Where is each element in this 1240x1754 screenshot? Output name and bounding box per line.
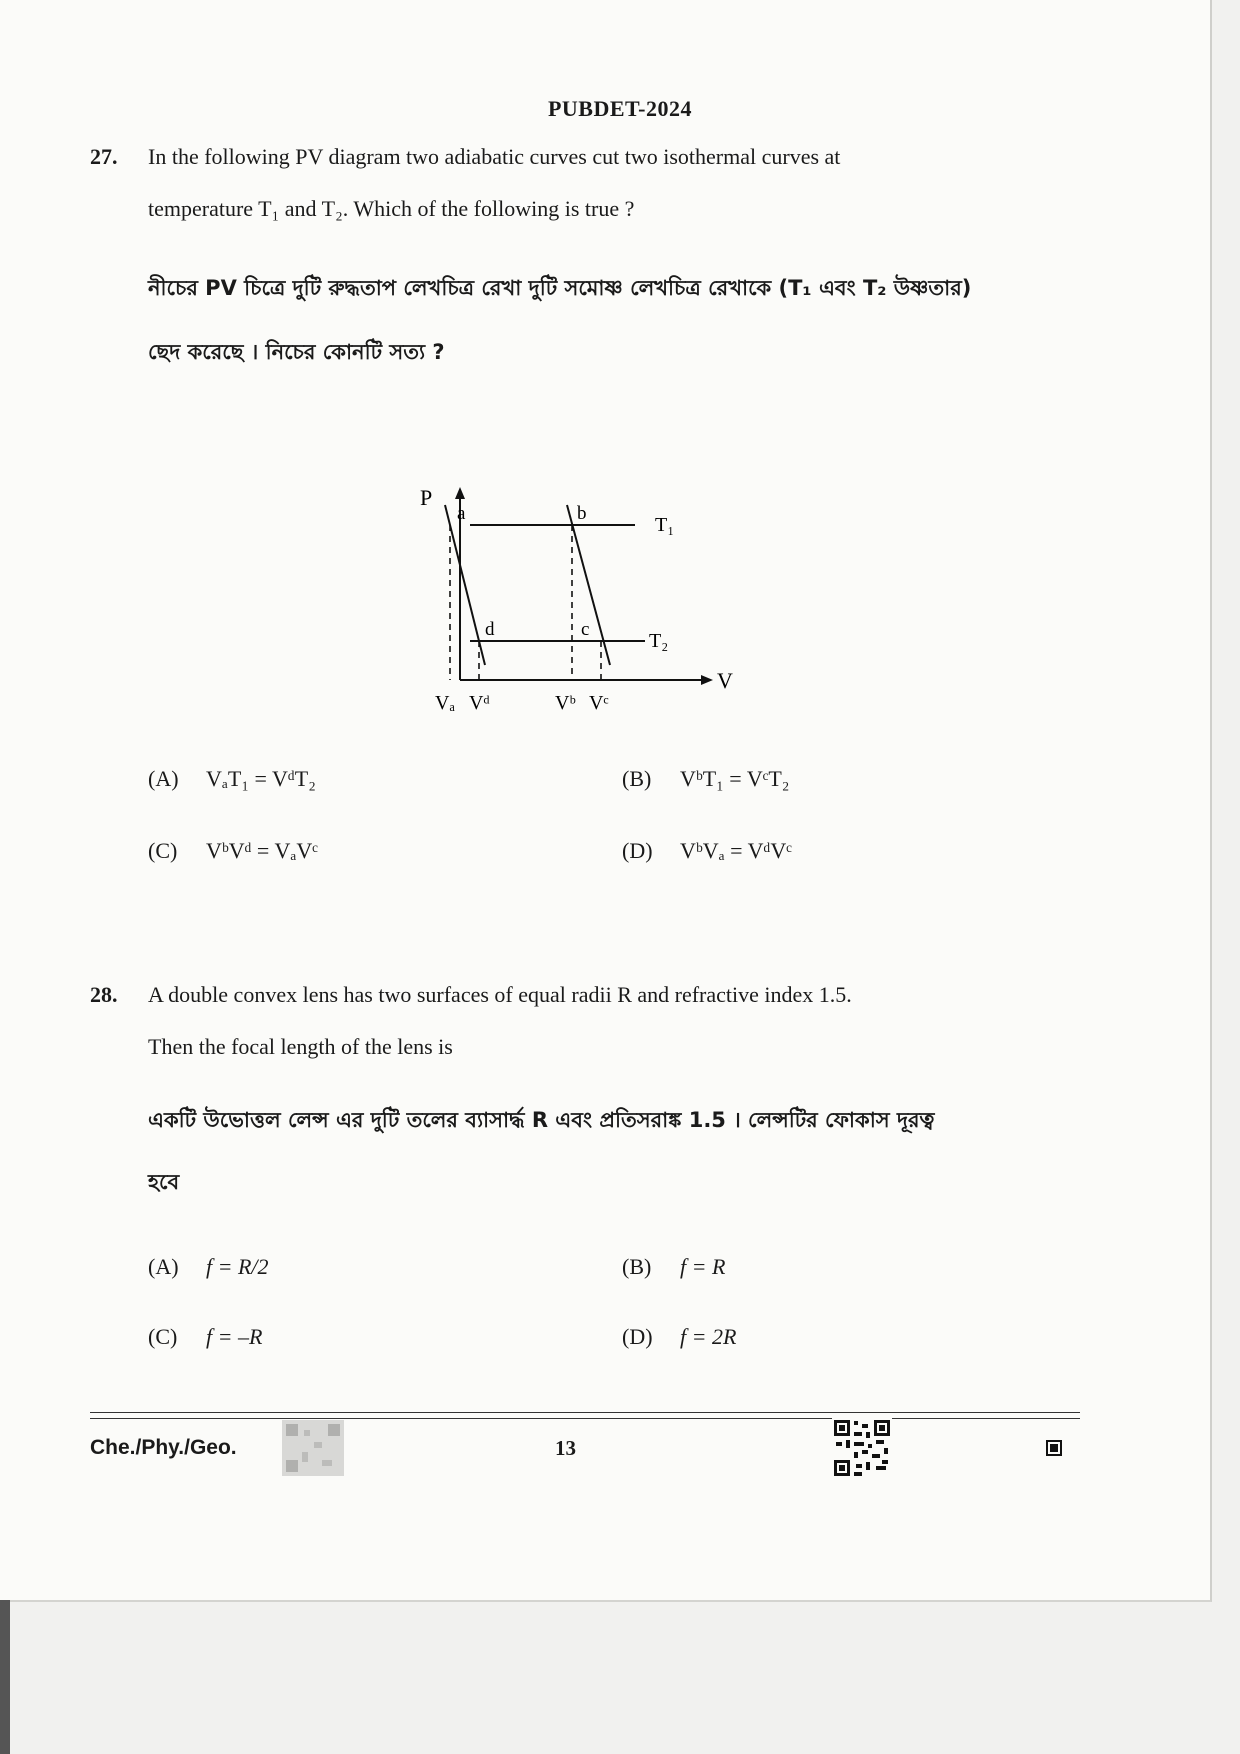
v-label-c: Vᶜ — [589, 692, 609, 714]
square-marker-icon — [1046, 1440, 1062, 1456]
q27-option-b[interactable] — [622, 766, 789, 792]
footer-rule-top — [90, 1412, 1080, 1413]
q27-option-c-label: (C) — [148, 838, 178, 863]
qr-code-icon — [832, 1418, 892, 1478]
question-28-text-en-1: A double convex lens has two surfaces of equal radii R and refractive index 1.5. — [148, 982, 852, 1007]
pv-axis-p-arrow — [455, 487, 465, 499]
question-28-text-en-2: Then the focal length of the lens is — [148, 1034, 453, 1059]
q28-option-b-text: f = R — [680, 1254, 726, 1279]
q27-option-c[interactable] — [148, 838, 318, 864]
question-28-text-bn-1: একটি উভোত্তল লেন্স এর দুটি তলের ব্যাসার্দ্ধ R এবং প্রতিসরাঙ্ক 1.5 । লেন্সটির ফোকাস দূরত্ব — [148, 1108, 935, 1132]
question-27-text-en-1: In the following PV diagram two adiabatic curves cut two isothermal curves at — [148, 144, 841, 169]
q27-option-b-text: VᵇT₁ = VᶜT₂ — [680, 766, 790, 791]
isotherm-t2-label: T₂ — [649, 630, 669, 652]
q28-option-c-label: (C) — [148, 1324, 178, 1349]
question-28-number: 28. — [90, 982, 118, 1007]
v-label-a: Vₐ — [435, 692, 455, 714]
pv-label-v: V — [717, 668, 733, 693]
pv-label-p: P — [420, 485, 433, 510]
scan-edge-bar — [0, 1600, 10, 1754]
footer-rule-bottom — [90, 1418, 1080, 1419]
q28-option-b[interactable] — [622, 1254, 725, 1280]
q28-option-d-text: f = 2R — [680, 1324, 737, 1349]
q27-option-d-text: VᵇVₐ = VᵈVᶜ — [680, 838, 792, 863]
q28-option-a-label: (A) — [148, 1254, 179, 1279]
footer-page-number: 13 — [555, 1436, 576, 1460]
q27-option-a-label: (A) — [148, 766, 179, 791]
question-27-text-bn-2: ছেদ করেছে । নিচের কোনটি সত্য ? — [148, 340, 445, 364]
q28-option-a[interactable] — [148, 1254, 269, 1280]
point-b-label: b — [577, 503, 587, 524]
q28-option-d-label: (D) — [622, 1324, 653, 1349]
footer-subject: Che./Phy./Geo. — [90, 1436, 237, 1459]
question-27-number: 27. — [90, 144, 118, 169]
pv-diagram — [405, 475, 765, 715]
q27-option-d-label: (D) — [622, 838, 653, 863]
pv-axis-v-arrow — [701, 675, 713, 685]
q27-option-a-text: VₐT₁ = VᵈT₂ — [206, 766, 316, 791]
point-c-label: c — [581, 619, 590, 640]
page-header: PUBDET-2024 — [547, 96, 693, 121]
point-d-label: d — [485, 619, 495, 640]
isotherm-t1-label: T₁ — [655, 514, 675, 536]
v-label-b: Vᵇ — [555, 692, 576, 714]
question-27-text-bn-1: নীচের PV চিত্রে দুটি রুদ্ধতাপ লেখচিত্র রেখা দুটি সমোষ্ণ লেখচিত্র রেখাকে (T₁ এবং T₂ উষ্ণতার) — [148, 276, 972, 300]
q28-option-a-text: f = R/2 — [206, 1254, 269, 1279]
q27-option-c-text: VᵇVᵈ = VₐVᶜ — [206, 838, 318, 863]
question-27-text-en-2: temperature T₁ and T₂. Which of the following is true ? — [148, 196, 635, 221]
question-28-text-bn-2: হবে — [148, 1170, 180, 1194]
q28-option-c[interactable] — [148, 1324, 262, 1350]
q27-option-d[interactable] — [622, 838, 792, 864]
q27-option-a[interactable] — [148, 766, 316, 792]
faded-qr-icon — [282, 1420, 344, 1476]
q28-option-d[interactable] — [622, 1324, 736, 1350]
q28-option-b-label: (B) — [622, 1254, 652, 1279]
v-label-d: Vᵈ — [469, 692, 490, 714]
q28-option-c-text: f = –R — [206, 1324, 263, 1349]
point-a-label: a — [457, 503, 466, 524]
q27-option-b-label: (B) — [622, 766, 652, 791]
